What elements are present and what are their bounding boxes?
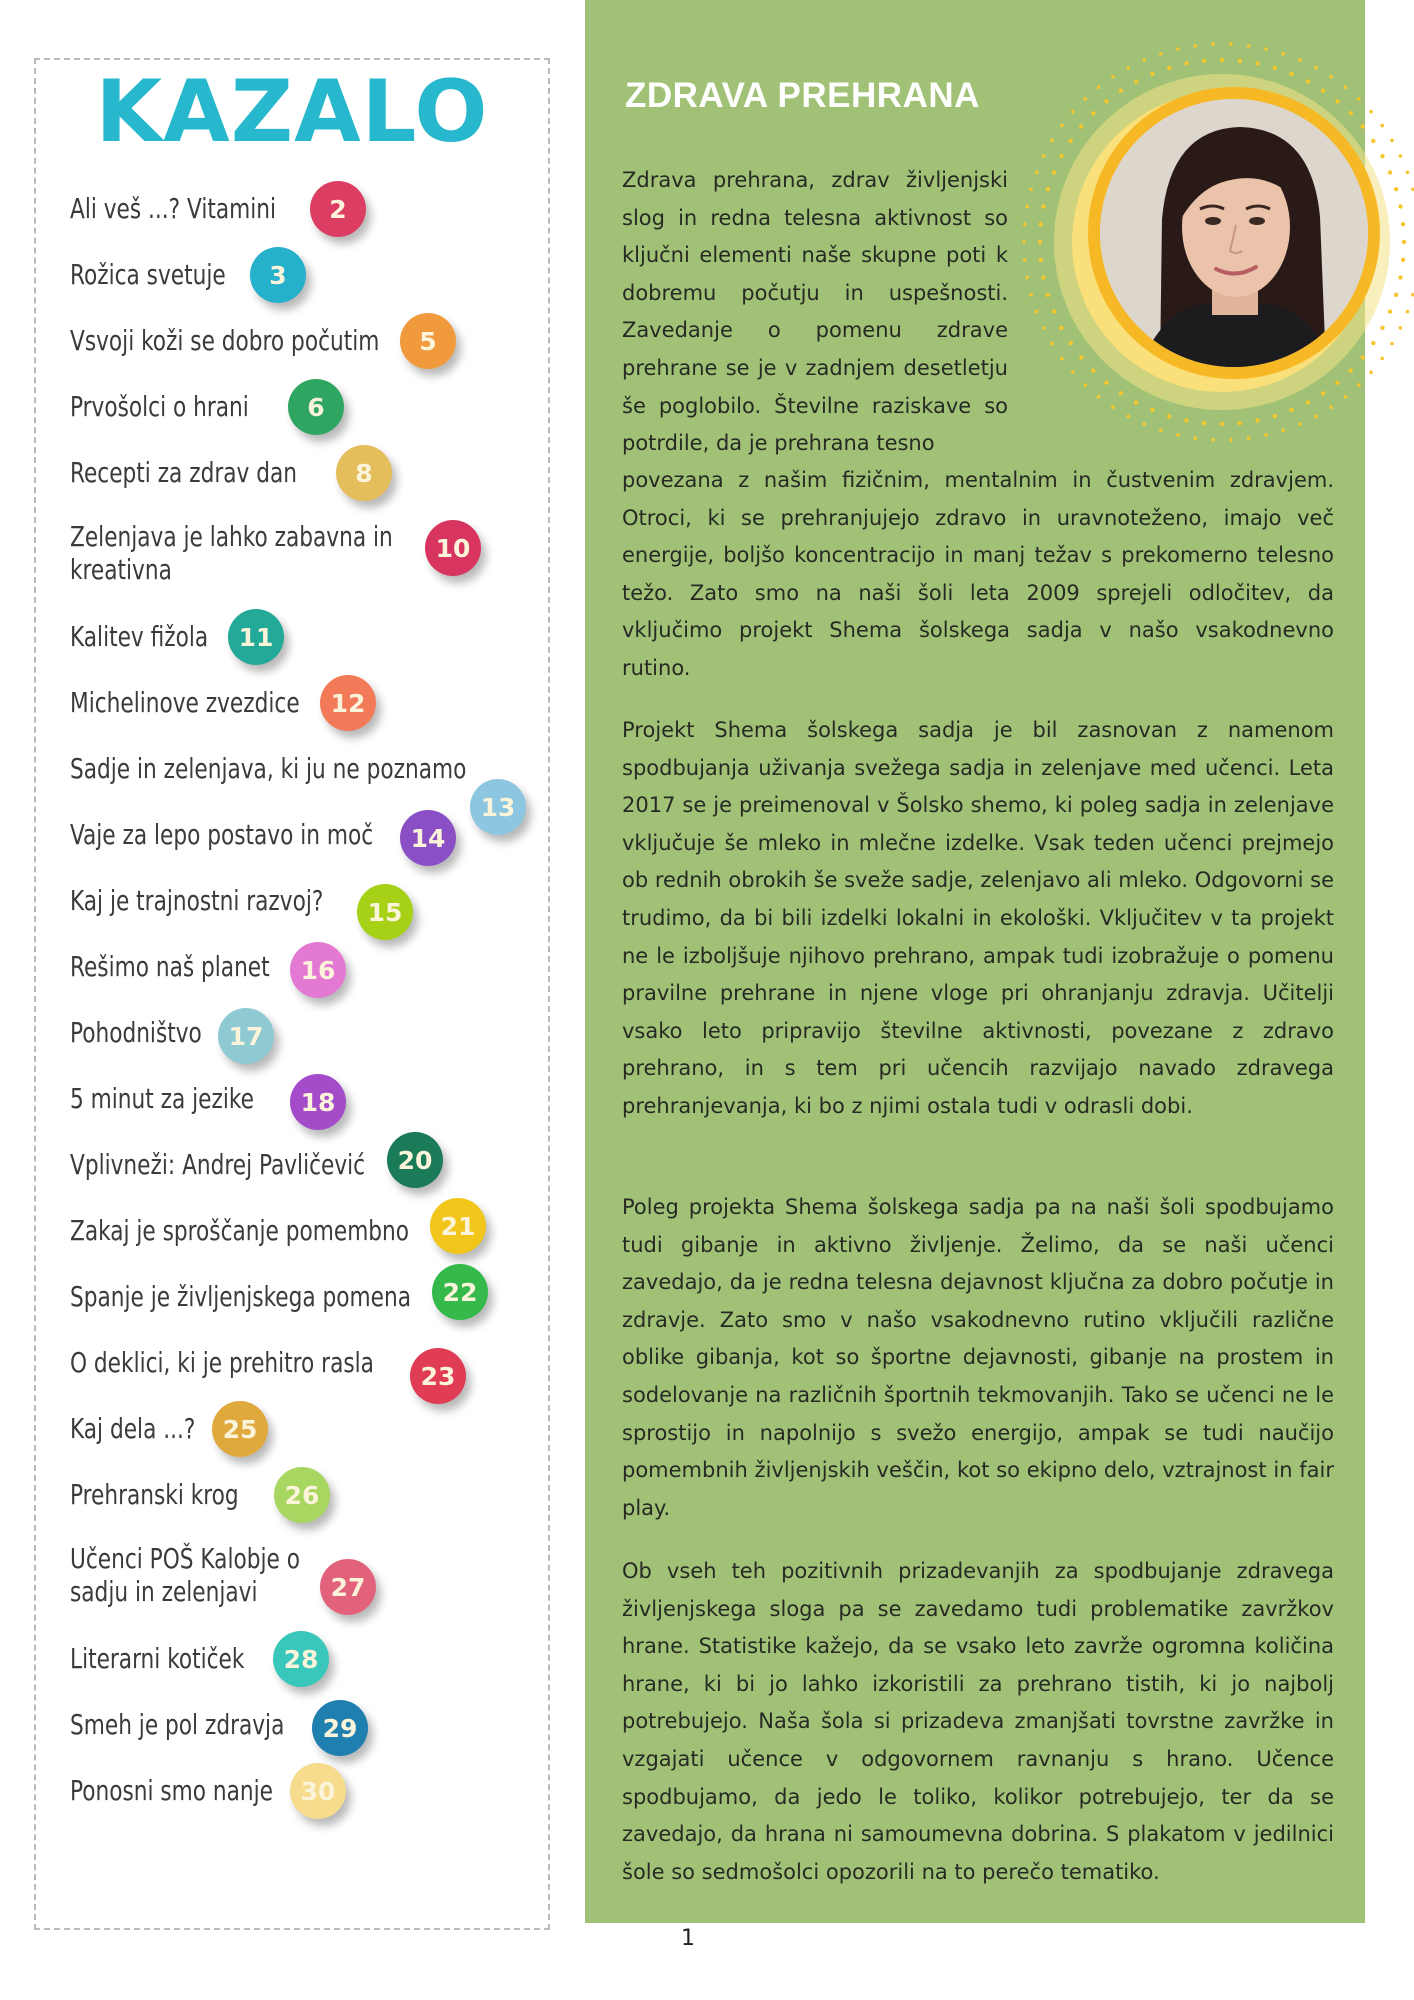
toc-item-label: Vsvoji koži se dobro počutim: [70, 324, 380, 357]
toc-item[interactable]: [70, 950, 336, 985]
toc-page-badge: 15: [357, 884, 413, 940]
toc-item[interactable]: [70, 1708, 358, 1743]
toc-item-label: Ponosni smo nanje: [70, 1774, 273, 1807]
toc-item-label: Kaj je trajnostni razvoj?: [70, 884, 324, 917]
toc-item[interactable]: [70, 620, 274, 653]
halo-dot: [1023, 223, 1027, 227]
toc-item-label: Spanje je življenjskega pomena: [70, 1280, 411, 1313]
halo-dot: [1050, 139, 1054, 143]
toc-item[interactable]: [70, 1774, 336, 1807]
halo-dot: [1349, 111, 1353, 115]
toc-item-label: 5 minut za jezike: [70, 1082, 254, 1115]
halo-dot: [1399, 154, 1403, 158]
halo-dot: [1390, 342, 1394, 346]
halo-dot: [1399, 326, 1403, 330]
toc-page-badge: 26: [274, 1467, 330, 1523]
article-paragraph-2: Projekt Shema šolskega sadja je bil zasnovan z namenom spodbujanja uživanja svežega sadja in zelenjave med učenci. Leta 2017 se je preimenoval v Šolsko shemo, ki poleg sadja in zelenjave vključuje še mleko in mlečne izdelke. Vsak teden učenci prejmejo ob rednih obrokih še sveže sadje, zelenjavo ali mleko. Odgovorni se trudimo, da bi bili izdelki lokalni in ekološki. Vključitev v ta projekt ne le izboljšuje njihovo prehrano, ampak tudi izobražuje o pomenu pravilne prehrane in njene vloge pri ohranjanju zdravja. Učitelji vsako leto pripravijo številne aktivnosti, povezane z zdravo prehrano, in s tem pri učencih razvijajo navado zdravega prehranjevanja, ki bo z njimi ostala tudi v odrasli dobi.: [622, 718, 1334, 1118]
halo-dot: [1079, 124, 1083, 128]
toc-item[interactable]: [70, 1211, 476, 1247]
halo-dot: [1111, 405, 1115, 409]
toc-item-label: Učenci POŠ Kalobje o: [70, 1542, 300, 1575]
article-intro-wide: povezana z našim fizičnim, mentalnim in čustvenim zdravjem. Otroci, ki se prehranjujejo zdravo in uravnoteženo, imajo več energije, boljšo koncentracijo in manj težav s prekomerno telesno težo. Zato smo na naši šoli leta 2009 sprejeli odločitev, da vključimo projekt Shema šolskega sadja v našo vsakodnevno rutino.: [622, 468, 1334, 680]
toc-page-badge: 28: [273, 1631, 329, 1687]
toc-item-label: Prehranski krog: [70, 1478, 239, 1511]
halo-dot: [1380, 326, 1384, 330]
halo-dot: [1150, 408, 1154, 412]
toc-item[interactable]: [70, 324, 437, 357]
toc-page-badge: 25: [212, 1401, 268, 1457]
halo-dot: [1380, 154, 1384, 158]
halo-dot: [1159, 52, 1163, 56]
halo-dot: [1298, 422, 1302, 426]
toc-item[interactable]: [70, 884, 403, 927]
article-paragraph-4: Ob vseh teh pozitivnih prizadevanjih za spodbujanje zdravega življenjskega sloga pa se zavedamo tudi problematike zavržkov hrane. Statistike kažejo, da se vsako leto zavrže ogromna količina hrane, ki bi jo lahko izkoristili za prehrano tistih, ki jo najbolj potrebujejo. Naša šola si prizadeva zmanjšati tovrstne zavržke in vzgajati učence v odgovornem ravnanju s hrano. Učence spodbujamo, da jedo le toliko, kolikor potrebujejo, ter da se zavedajo, da hrana ni samoumevna dobrina. S plakatom v jedilnici šole so sedmošolci opozorili na to perečo tematiko.: [622, 1559, 1334, 1884]
halo-dot: [1344, 85, 1348, 89]
halo-dot: [1321, 391, 1325, 395]
halo-dot: [1022, 240, 1026, 244]
halo-dot: [1380, 357, 1384, 361]
toc-item[interactable]: [70, 520, 471, 586]
toc-item-label: Kaj dela ...?: [70, 1412, 196, 1445]
halo-dot: [1361, 124, 1365, 128]
halo-dot: [1167, 66, 1171, 70]
toc-item-label-line2: kreativna: [70, 553, 172, 586]
toc-item[interactable]: [70, 1346, 456, 1391]
halo-dot: [1220, 422, 1224, 426]
halo-dot: [1371, 341, 1375, 345]
halo-dot: [1298, 58, 1302, 62]
toc-item[interactable]: [70, 1412, 258, 1445]
halo-dot: [1097, 85, 1101, 89]
toc-item[interactable]: [70, 1082, 336, 1117]
toc-item[interactable]: [70, 1642, 319, 1675]
halo-dot: [1059, 154, 1063, 158]
halo-dot: [1255, 61, 1259, 65]
halo-dot: [1091, 111, 1095, 115]
halo-dot: [1025, 276, 1029, 280]
halo-dot: [1176, 433, 1180, 437]
halo-dot: [1394, 187, 1398, 191]
toc-item[interactable]: [70, 390, 325, 423]
toc-page-badge: 21: [430, 1198, 486, 1254]
halo-dot: [1329, 405, 1333, 409]
halo-dot: [1142, 422, 1146, 426]
halo-dot: [1052, 309, 1056, 313]
halo-dot: [1264, 47, 1268, 51]
halo-dot: [1159, 429, 1163, 433]
halo-dot: [1388, 170, 1392, 174]
toc-page-badge: 20: [387, 1132, 443, 1188]
halo-dot: [1042, 154, 1046, 158]
halo-dot: [1194, 44, 1198, 48]
halo-dot: [1029, 293, 1033, 297]
halo-dot: [1119, 89, 1123, 93]
halo-dot: [1402, 240, 1406, 244]
toc-page-badge: 13: [470, 779, 526, 835]
toc-page-badge: 23: [410, 1348, 466, 1404]
halo-dot: [1273, 66, 1277, 70]
toc-page-badge: 3: [250, 247, 306, 303]
halo-dot: [1202, 59, 1206, 63]
halo-dot: [1039, 222, 1043, 226]
halo-dot: [1264, 433, 1268, 437]
article-intro-narrow: Zdrava prehrana, zdrav življenjski slog in redna telesna aktivnost so ključni elementi naše skupne poti k dobremu počutju in uspešnosti. Zavedanje o pomenu zdrave prehrane se je v zadnjem desetletju še poglobilo. Številne raziskave so potrdile, da je prehrana tesno: [622, 168, 1008, 456]
halo-dot: [1401, 222, 1405, 226]
toc-item[interactable]: [70, 752, 531, 822]
halo-dot: [1029, 188, 1033, 192]
toc-item[interactable]: [70, 818, 446, 853]
halo-dot: [1134, 79, 1138, 83]
halo-dot: [1025, 205, 1029, 209]
toc-page-badge: 5: [400, 313, 456, 369]
halo-dot: [1229, 42, 1233, 46]
page-number: 1: [681, 1926, 695, 1951]
halo-dot: [1091, 369, 1095, 373]
halo-dot: [1344, 395, 1348, 399]
article-paragraph-3: Poleg projekta Shema šolskega sadja pa na naši šoli spodbujamo tudi gibanje in aktivno življenje. Želimo, da se naši učenci zavedajo, da je redna telesna dejavnost ključna za dobro počutje in zdravje. Zato smo v našo vsakodnevno rutino vključili različne oblike gibanja, kot so športne dejavnosti, gibanje na prostem in sodelovanje na različnih športnih tekmovanjih. Tako se učenci ne le sprostijo in napolnijo s svežo energijo, ampak se tudi naučijo pomembnih življenjskih veščin, kot so ekipno delo, vztrajnost in fair play.: [622, 1195, 1334, 1520]
halo-dot: [1289, 72, 1293, 76]
toc-page-badge: 12: [320, 675, 376, 731]
halo-dot: [1357, 97, 1361, 101]
halo-dot: [1281, 52, 1285, 56]
toc-item-label: Zelenjava je lahko zabavna in: [70, 520, 393, 553]
halo-dot: [1194, 436, 1198, 440]
toc-item-label: Michelinove zvezdice: [70, 686, 300, 719]
toc-item-label: Rešimo naš planet: [70, 950, 270, 983]
halo-dot: [1097, 395, 1101, 399]
toc-item[interactable]: [70, 1016, 264, 1051]
toc-item-label: Prvošolci o hrani: [70, 390, 249, 423]
halo-dot: [1306, 400, 1310, 404]
halo-dot: [1184, 418, 1188, 422]
halo-dot: [1306, 79, 1310, 83]
halo-dot: [1335, 381, 1339, 385]
halo-dot: [1104, 381, 1108, 385]
toc-item[interactable]: [70, 1145, 433, 1181]
toc-title: KAZALO: [95, 62, 489, 162]
author-portrait: [1088, 87, 1380, 379]
halo-dot: [1041, 204, 1045, 208]
halo-dot: [1369, 371, 1373, 375]
halo-dot: [1052, 170, 1056, 174]
halo-dot: [1255, 418, 1259, 422]
halo-dot: [1238, 421, 1242, 425]
toc-item-label: Recepti za zdrav dan: [70, 456, 297, 489]
halo-dot: [1104, 99, 1108, 103]
toc-item[interactable]: [70, 1277, 478, 1313]
halo-dot: [1211, 42, 1215, 46]
halo-dot: [1042, 326, 1046, 330]
halo-dot: [1071, 110, 1075, 114]
toc-item[interactable]: [70, 456, 373, 489]
halo-dot: [1038, 240, 1042, 244]
halo-dot: [1079, 355, 1083, 359]
toc-item-label: Sadje in zelenjava, ki ju ne poznamo: [70, 752, 467, 785]
toc-item-label: O deklici, ki je prehitro rasla: [70, 1346, 374, 1379]
toc-item-label: Rožica svetuje: [70, 258, 226, 291]
halo-dot: [1335, 99, 1339, 103]
halo-dot: [1406, 171, 1410, 175]
halo-dot: [1167, 414, 1171, 418]
halo-dot: [1371, 139, 1375, 143]
toc-item[interactable]: [70, 192, 347, 225]
halo-dot: [1394, 293, 1398, 297]
halo-dot: [1273, 414, 1277, 418]
toc-page-badge: 16: [290, 942, 346, 998]
halo-dot: [1111, 75, 1115, 79]
halo-dot: [1321, 89, 1325, 93]
halo-dot: [1041, 275, 1045, 279]
toc-page-badge: 29: [312, 1700, 368, 1756]
halo-dot: [1361, 355, 1365, 359]
halo-dot: [1046, 187, 1050, 191]
toc-item-label: Vaje za lepo postavo in moč: [70, 818, 374, 851]
toc-item-label: Literarni kotiček: [70, 1642, 245, 1675]
toc-item-label: Vplivneži: Andrej Pavličević: [70, 1148, 366, 1181]
halo-dot: [1039, 258, 1043, 262]
halo-dot: [1211, 438, 1215, 442]
toc-item[interactable]: [70, 258, 287, 291]
halo-dot: [1119, 391, 1123, 395]
halo-dot: [1401, 258, 1405, 262]
halo-dot: [1369, 110, 1373, 114]
halo-dot: [1184, 61, 1188, 65]
halo-dot: [1329, 75, 1333, 79]
halo-dot: [1398, 275, 1402, 279]
halo-dot: [1059, 326, 1063, 330]
halo-dot: [1069, 341, 1073, 345]
toc-page-badge: 10: [425, 520, 481, 576]
halo-dot: [1176, 47, 1180, 51]
toc-item-label: Kalitev fižola: [70, 620, 209, 653]
halo-dot: [1083, 383, 1087, 387]
halo-dot: [1083, 97, 1087, 101]
toc-item[interactable]: [70, 686, 366, 719]
halo-dot: [1134, 400, 1138, 404]
toc-page-badge: 22: [432, 1264, 488, 1320]
toc-page-badge: 17: [218, 1008, 274, 1064]
toc-page-badge: 14: [400, 810, 456, 866]
toc-page-badge: 8: [336, 445, 392, 501]
halo-dot: [1380, 124, 1384, 128]
halo-dot: [1220, 58, 1224, 62]
halo-dot: [1406, 310, 1410, 314]
halo-dot: [1071, 371, 1075, 375]
toc-item[interactable]: [70, 1542, 366, 1608]
toc-item-label: Pohodništvo: [70, 1016, 202, 1049]
halo-dot: [1247, 44, 1251, 48]
toc-page-badge: 27: [320, 1559, 376, 1615]
toc-page-badge: 11: [228, 609, 284, 665]
toc-page-badge: 18: [290, 1074, 346, 1130]
halo-dot: [1238, 59, 1242, 63]
halo-dot: [1023, 258, 1027, 262]
halo-dot: [1046, 293, 1050, 297]
halo-dot: [1398, 204, 1402, 208]
toc-page-badge: 2: [310, 181, 366, 237]
toc-item[interactable]: [70, 1478, 320, 1511]
halo-dot: [1050, 342, 1054, 346]
halo-dot: [1349, 369, 1353, 373]
halo-dot: [1314, 415, 1318, 419]
halo-dot: [1314, 66, 1318, 70]
toc-item-label: Ali veš ...? Vitamini: [70, 192, 277, 225]
toc-item-label: Smeh je pol zdravja: [70, 1708, 285, 1741]
halo-dot: [1289, 408, 1293, 412]
halo-dot: [1229, 438, 1233, 442]
toc-page-badge: 30: [290, 1763, 346, 1819]
article-title: ZDRAVA PREHRANA: [625, 76, 980, 115]
halo-dot: [1069, 139, 1073, 143]
halo-dot: [1126, 66, 1130, 70]
halo-dot: [1202, 421, 1206, 425]
halo-dot: [1150, 72, 1154, 76]
toc-page-badge: 6: [288, 379, 344, 435]
halo-dot: [1060, 124, 1064, 128]
toc-item-label: Zakaj je sproščanje pomembno: [70, 1214, 410, 1247]
halo-dot: [1388, 309, 1392, 313]
halo-dot: [1060, 357, 1064, 361]
halo-dot: [1126, 415, 1130, 419]
halo-dot: [1357, 383, 1361, 387]
halo-dot: [1142, 58, 1146, 62]
halo-dot: [1035, 171, 1039, 175]
toc-item-label-line2: sadju in zelenjavi: [70, 1575, 258, 1608]
halo-dot: [1247, 436, 1251, 440]
halo-dot: [1035, 310, 1039, 314]
halo-dot: [1281, 429, 1285, 433]
halo-dot: [1390, 139, 1394, 143]
